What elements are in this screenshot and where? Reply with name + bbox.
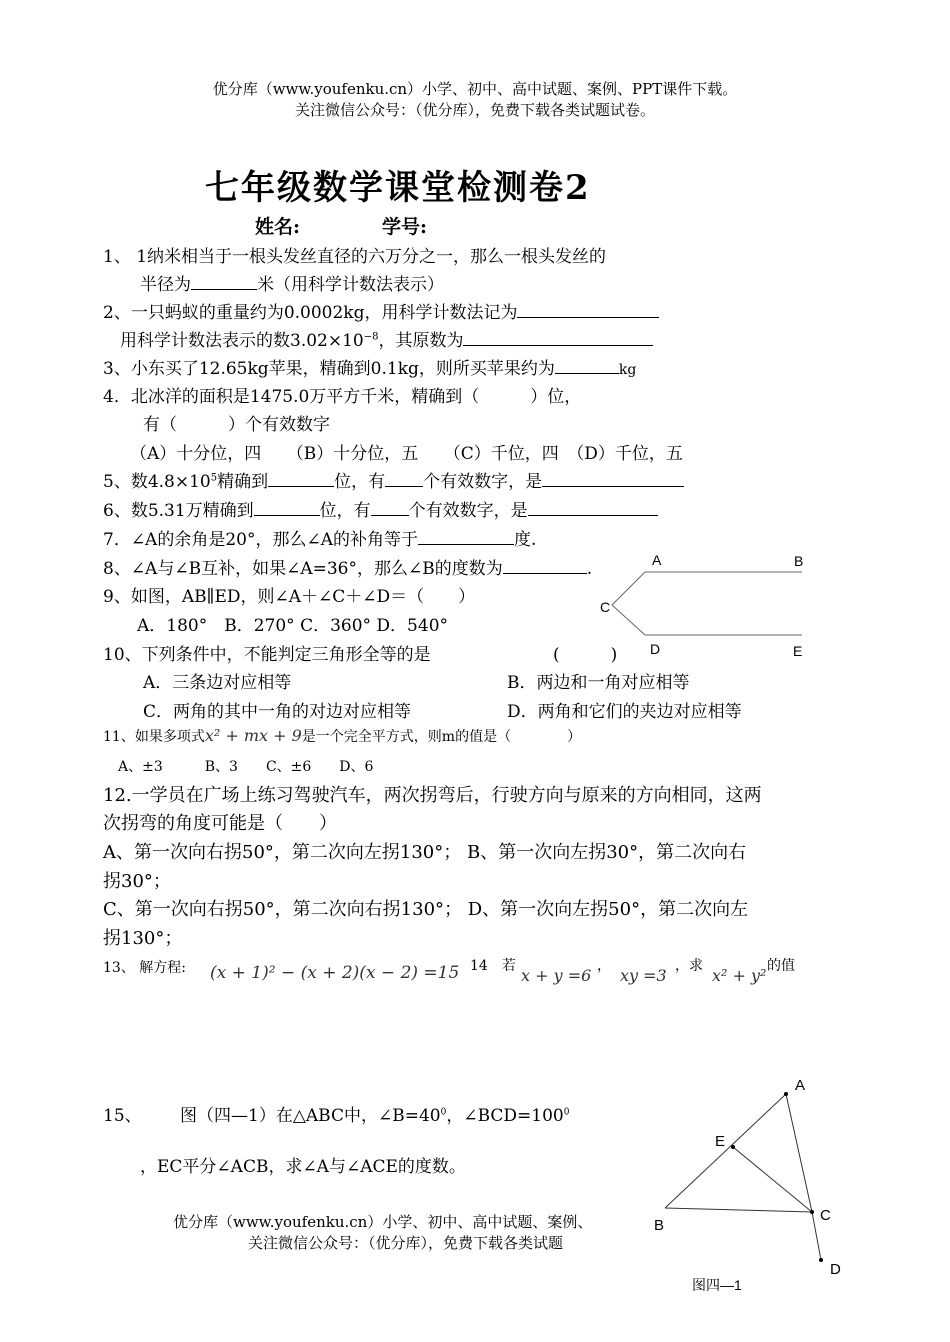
header-line-2: 关注微信公众号：（优分库），免费下载各类试题试卷。 [294,101,655,119]
question-8-text-a: 8、∠A与∠B互补，如果∠A=36°，那么∠B的度数为 [103,559,503,579]
condition-sum: x + y =6 [521,966,592,985]
question-7 [103,525,536,550]
answer-blank [542,469,684,487]
answer-blank [517,300,659,318]
question-2-line-2 [120,326,653,351]
page-title: 七年级数学课堂检测卷2 [205,168,591,208]
polynomial-expression: x² + mx + 9 [204,726,302,745]
question-2-line-1 [103,298,659,323]
question-1-line-2 [140,270,444,295]
question-11-text-b: 是一个完全平方式，则m的值是（ ） [301,729,582,745]
question-1-line-1: 1、 1纳米相当于一根头发丝直径的六万分之一，那么一根头发丝的 [103,247,607,267]
question-12-line-2: 次拐弯的角度可能是（ ） [103,813,337,834]
question-10: 10、下列条件中，不能判定三角形全等的是 [103,645,431,665]
answer-blank [528,498,658,516]
point-e-label: E [715,1133,726,1150]
question-5-text-c: 位，有 [334,472,386,492]
answer-blank [268,469,334,487]
unit-label: kg [618,362,637,378]
question-5-text-b: 精确到 [217,472,269,492]
question-4-options: （A）十分位，四 （B）十分位，五 （C）千位，四 （D）千位，五 [130,444,683,464]
question-2-text-b: 用科学计数法表示的数3.02×10 [120,331,364,351]
line-cd [612,605,645,635]
question-3 [103,354,636,379]
point-d [819,1258,823,1262]
question-10-paren: ( ) [553,645,618,665]
exponent: −8 [363,331,379,343]
point-b-label: B [794,553,804,569]
question-15-number: 15、 [103,1106,142,1126]
question-12-line-4: 拐30°； [103,871,171,892]
point-a-label: A [795,1077,806,1094]
question-4-line-2: 有（ ）个有效数字 [143,415,330,435]
header-line-1: 优分库（www.youfenku.cn）小学、初中、高中试题、案例、PPT课件下载。 [212,80,738,98]
answer-blank [385,469,423,487]
question-8-text-b: . [586,559,593,579]
point-a [784,1092,788,1096]
answer-blank [371,498,409,516]
point-c-label: C [820,1207,831,1224]
question-5-text-d: 个有效数字，是 [423,472,543,492]
parallel-lines-figure [590,548,820,663]
answer-blank [191,272,257,290]
exponent: 5 [210,472,218,484]
condition-product: xy =3 [620,966,667,985]
question-15-text-a: 图（四—1）在△ABC中，∠B=40 [180,1106,441,1126]
question-11-options: A、±3 B、3 C、±6 D、6 [118,759,374,775]
answer-blank [555,356,619,374]
question-12-line-1: 12.一学员在广场上练习驾驶汽车，两次拐弯后，行驶方向与原来的方向相同，这两 [103,785,762,806]
question-15-line-1 [180,1101,569,1126]
answer-blank [418,527,514,545]
line-ac [612,572,645,605]
question-13-label: 13、 解方程: [103,960,186,976]
question-2-text-c: ，其原数为 [378,331,464,351]
point-b-label: B [654,1217,665,1234]
point-c-label: C [600,599,611,615]
footer-line-2: 关注微信公众号：（优分库），免费下载各类试题 [248,1234,564,1252]
question-8 [103,554,592,579]
triangle-figure [650,1070,850,1295]
question-10-option-b: B．两边和一角对应相等 [507,673,690,693]
question-10-option-d: D．两角和它们的夹边对应相等 [507,702,742,722]
side-ba [665,1094,786,1208]
comma: ， [597,958,611,974]
answer-blank [503,556,587,574]
name-label: 姓名: [255,216,301,238]
question-9: 9、如图，AB∥ED，则∠A＋∠C＋∠D＝（ ） [103,587,476,607]
point-a-label: A [652,552,662,568]
question-7-text-a: 7．∠A的余角是20°，那么∠A的补角等于 [103,530,418,550]
question-6 [103,496,658,521]
question-14-label: 14 若 [470,958,516,974]
question-1-text-a: 半径为 [140,275,191,295]
point-e [731,1145,735,1149]
question-15-text-b: ，∠BCD=100 [446,1106,564,1126]
question-14-tail: 的值 [767,958,795,974]
side-bc [665,1208,812,1212]
question-4-line-1: 4．北冰洋的面积是1475.0万平方千米，精确到（ ）位， [103,387,582,407]
point-c [810,1210,814,1214]
answer-blank [463,328,653,346]
question-3-text: 3、小东买了12.65kg苹果，精确到0.1kg，则所买苹果约为 [103,359,555,379]
point-d-label: D [650,641,661,657]
question-12-line-6: 拐130°； [103,928,183,949]
equation-expression: (x + 1)² − (x + 2)(x − 2) =15 [210,963,460,983]
question-5-text-a: 5、数4.8×10 [103,472,211,492]
footer-line-1: 优分库（www.youfenku.cn）小学、初中、高中试题、案例、 [173,1213,593,1231]
question-12-line-3: A、第一次向右拐50°，第二次向左拐130°； B、第一次向左拐30°，第二次向右 [103,842,747,863]
question-15-line-2: ，EC平分∠ACB，求∠A与∠ACE的度数。 [140,1157,466,1177]
question-12-line-5: C、第一次向右拐50°，第二次向右拐130°； D、第一次向左拐50°，第二次向左 [103,899,749,920]
degree-mark: 0 [440,1107,447,1118]
point-d-label: D [830,1261,841,1278]
question-6-text-a: 6、数5.31万精确到 [103,501,254,521]
question-10-option-a: A．三条边对应相等 [143,673,292,693]
question-6-text-c: 个有效数字，是 [408,501,528,521]
question-11-text-a: 11、如果多项式 [103,729,205,745]
point-e-label: E [793,643,803,659]
question-1-text-b: 米（用科学计数法表示） [257,275,444,295]
question-14-ask: ，求 [675,958,703,974]
student-id-label: 学号: [382,216,428,238]
question-5 [103,467,684,492]
figure-caption: 图四—1 [692,1277,742,1293]
question-10-option-c: C．两角的其中一角的对边对应相等 [143,702,412,722]
answer-blank [254,498,320,516]
question-2-text: 2、一只蚂蚁的重量约为0.0002kg，用科学计数法记为 [103,303,518,323]
question-11 [103,726,581,746]
question-9-options: A．180° B．270° C．360° D．540° [137,616,449,636]
target-expression: x² + y² [712,966,767,985]
question-6-text-b: 位，有 [319,501,371,521]
degree-mark: 0 [563,1107,570,1118]
question-7-text-b: 度. [514,530,537,550]
